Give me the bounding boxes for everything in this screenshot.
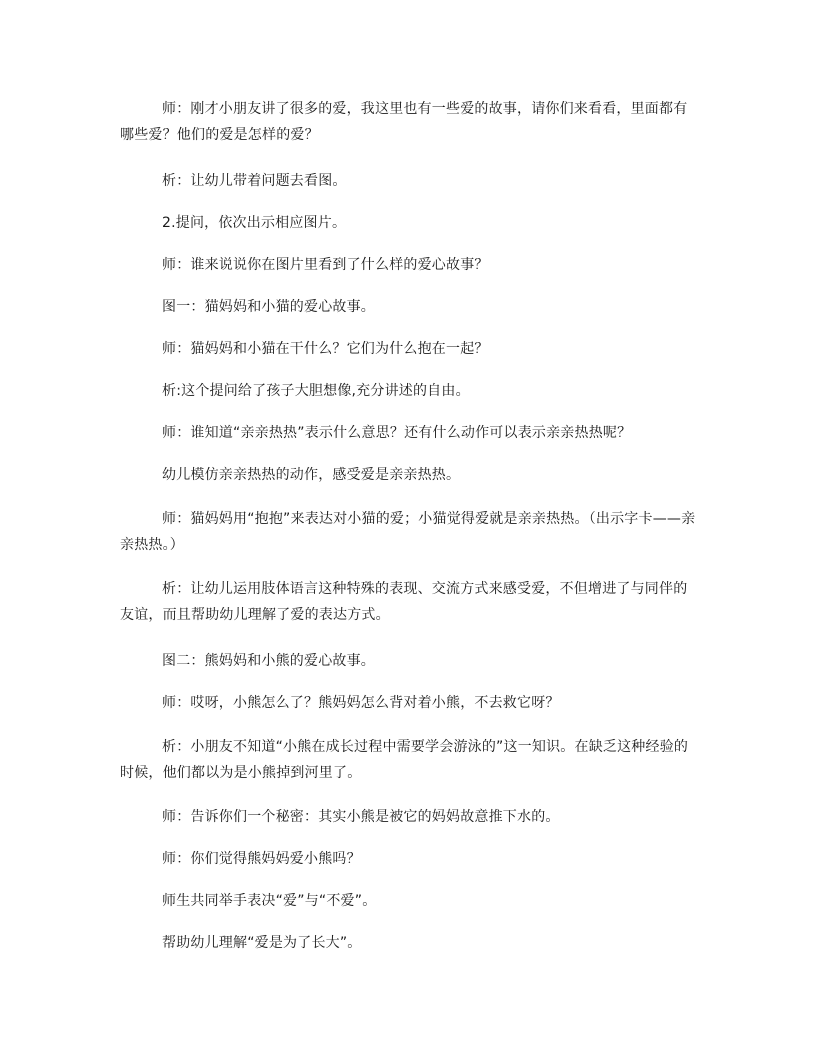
paragraph-vote: 师生共同举手表决“爱”与“不爱”。 bbox=[162, 893, 377, 909]
paragraph-teacher-hug: 师：猫妈妈用“抱抱”来表达对小猫的爱；小猫觉得爱就是亲亲热热。（出示字卡——亲亲热热。） bbox=[120, 511, 696, 553]
paragraph-teacher-question-3: 师：谁知道“亲亲热热”表示什么意思？还有什么动作可以表示亲亲热热呢？ bbox=[162, 425, 632, 441]
paragraph-teacher-question-5: 师：你们觉得熊妈妈爱小熊吗？ bbox=[162, 851, 361, 867]
paragraph-picture-1: 图一：猫妈妈和小猫的爱心故事。 bbox=[162, 299, 375, 315]
paragraph-teacher-question-4: 师：哎呀，小熊怎么了？熊妈妈怎么背对着小熊，不去救它呀？ bbox=[162, 695, 560, 711]
paragraph-teacher-question-1: 师：谁来说说你在图片里看到了什么样的爱心故事？ bbox=[162, 257, 489, 273]
paragraph-analysis-4: 析：小朋友不知道“小熊在成长过程中需要学会游泳的”这一知识。在缺乏这种经验的时候，他们都以为是小熊掉到河里了。 bbox=[120, 739, 689, 781]
paragraph-teacher-intro: 师：刚才小朋友讲了很多的爱，我这里也有一些爱的故事，请你们来看看，里面都有哪些爱？他们的爱是怎样的爱？ bbox=[120, 101, 688, 143]
paragraph-analysis-1: 析：让幼儿带着问题去看图。 bbox=[162, 173, 347, 189]
paragraph-conclusion: 帮助幼儿理解“爱是为了长大”。 bbox=[162, 935, 362, 951]
paragraph-picture-2: 图二：熊妈妈和小熊的爱心故事。 bbox=[162, 653, 375, 669]
paragraph-child-imitate: 幼儿模仿亲亲热热的动作，感受爱是亲亲热热。 bbox=[162, 467, 461, 483]
paragraph-step-2: 2.提问，依次出示相应图片。 bbox=[162, 215, 347, 231]
paragraph-analysis-2: 析:这个提问给了孩子大胆想像,充分讲述的自由。 bbox=[162, 383, 470, 399]
paragraph-teacher-question-2: 师：猫妈妈和小猫在干什么？它们为什么抱在一起？ bbox=[162, 341, 489, 357]
paragraph-analysis-3: 析：让幼儿运用肢体语言这种特殊的表现、交流方式来感受爱，不但增进了与同伴的友谊，而且帮助幼儿理解了爱的表达方式。 bbox=[120, 581, 688, 623]
paragraph-teacher-secret: 师：告诉你们一个秘密：其实小熊是被它的妈妈故意推下水的。 bbox=[162, 809, 560, 825]
